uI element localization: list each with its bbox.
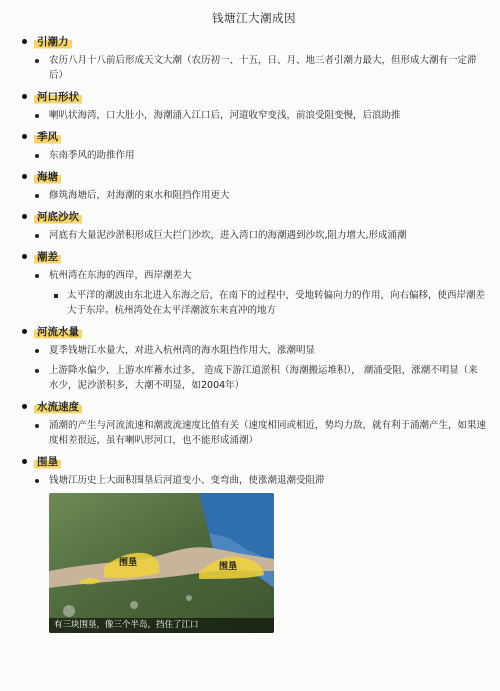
section-items: [22, 268, 486, 318]
section-items: [22, 473, 486, 488]
list-item: 太平洋的潮波由东北进入东海之后，在南下的过程中，受地转偏向力的作用，向右偏移，使西岸潮差大于东岸。杭州湾处在太平洋潮波东来直冲的地方: [22, 288, 486, 318]
page-title: 钱塘江大潮成因: [212, 11, 296, 25]
section-heading: [22, 248, 486, 265]
city-patch: [130, 601, 138, 609]
section-heading: [22, 208, 486, 225]
list-item: 喇叭状海湾，口大肚小，海潮涌入江口后，河道收窄变浅，前浪受阻变慢，后浪助推: [22, 108, 486, 123]
section: [22, 323, 486, 393]
city-patch: [63, 605, 75, 617]
list-item: 夏季钱塘江水量大，对进入杭州湾的海水阻挡作用大，涨潮明显: [22, 343, 486, 358]
list-item: 河底有大量泥沙淤积形成巨大拦门沙坎，进入湾口的海潮遇到沙坎,阻力增大,形成涌潮: [22, 228, 486, 243]
section-heading: [22, 33, 486, 50]
bullet-icon: [22, 459, 27, 464]
section-items: [22, 228, 486, 243]
section-heading: [22, 398, 486, 415]
list-item: 涌潮的产生与河流流速和潮波流速度比值有关（速度相同或相近，势均力敌，就有利于涌潮产生，如果速度相差很远，虽有喇叭形河口，也不能形成涌潮）: [22, 418, 486, 448]
section-heading: [22, 168, 486, 185]
section-label: 围垦: [34, 453, 61, 470]
map-label-reclaim-left: 围垦: [119, 558, 138, 568]
section-items: [22, 53, 486, 83]
section: [22, 248, 486, 318]
reclamation-map-image: [49, 493, 274, 633]
section-heading: [22, 88, 486, 105]
city-patch: [186, 595, 192, 601]
section-items: [22, 188, 486, 203]
section: [22, 128, 486, 163]
bullet-icon: [22, 254, 27, 259]
bullet-icon: [22, 94, 27, 99]
section: [22, 208, 486, 243]
section-items: [22, 418, 486, 448]
section-label: 潮差: [34, 248, 61, 265]
section-heading: [22, 323, 486, 340]
list-item: 杭州湾在东海的西岸，西岸潮差大: [22, 268, 486, 283]
section-heading: [22, 453, 486, 470]
section: [22, 453, 486, 488]
section-label: 河底沙坎: [34, 208, 82, 225]
bullet-icon: [22, 329, 27, 334]
bullet-icon: [22, 174, 27, 179]
section: [22, 88, 486, 123]
section: [22, 33, 486, 83]
bullet-icon: [22, 134, 27, 139]
section-label: 水流速度: [34, 398, 82, 415]
list-item: 东南季风的助推作用: [22, 148, 486, 163]
satellite-map: [49, 493, 274, 633]
section-label: 季风: [34, 128, 61, 145]
bullet-icon: [22, 214, 27, 219]
outline: [22, 33, 486, 488]
bullet-icon: [22, 39, 27, 44]
map-label-reclaim-right: 围垦: [219, 562, 238, 572]
list-item: 修筑海塘后，对海潮的束水和阻挡作用更大: [22, 188, 486, 203]
map-caption: 有三块围垦，像三个半岛，挡住了江口: [49, 618, 274, 633]
section-heading: [22, 128, 486, 145]
section-items: [22, 148, 486, 163]
list-item: 农历八月十八前后形成天文大潮（农历初一、十五，日、月、地三者引潮力最大，但形成大潮有一定滞后）: [22, 53, 486, 83]
section-label: 海塘: [34, 168, 61, 185]
list-item: 钱塘江历史上大面积围垦后河道变小、变弯曲，使涨潮退潮受阻滞: [22, 473, 486, 488]
section: [22, 168, 486, 203]
bullet-icon: [22, 404, 27, 409]
section-items: [22, 108, 486, 123]
section-label: 引潮力: [34, 33, 72, 50]
list-item: 上游降水偏少，上游水库蓄水过多， 造成下游江道淤积（海潮搬运堆积）， 潮涌受阻，涨潮不明显（来水少，泥沙淤积多，大潮不明显，如2004年）: [22, 363, 486, 393]
section: [22, 398, 486, 448]
section-items: [22, 343, 486, 393]
section-label: 河流水量: [34, 323, 82, 340]
section-label: 河口形状: [34, 88, 82, 105]
